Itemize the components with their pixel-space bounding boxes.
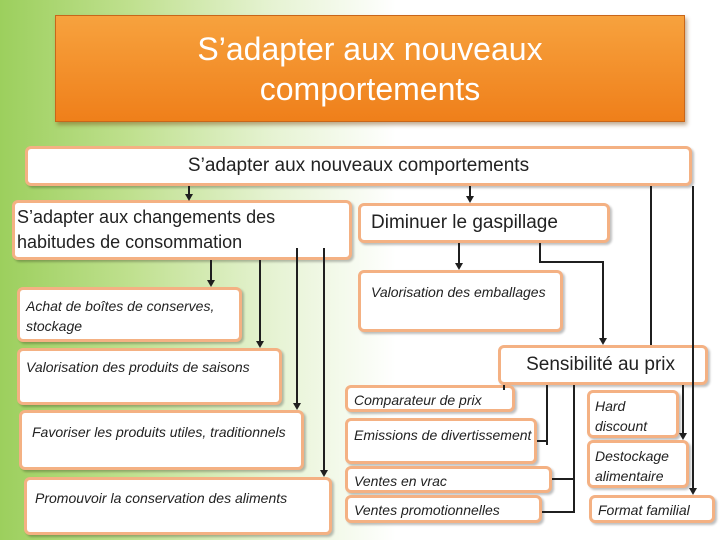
node-waste-label: Diminuer le gaspillage: [371, 212, 558, 233]
connector-price-vrac: [573, 385, 575, 513]
node-price-item-6-label: Destockage alimentaire: [595, 448, 669, 484]
node-price-item-2-label: Emissions de divertissement: [354, 427, 532, 443]
connector-waste-price: [539, 243, 541, 263]
connector-habits-item-1: [210, 260, 212, 282]
node-habits-item-1: [17, 287, 242, 342]
connector-waste-price-v: [602, 261, 604, 340]
arrowhead-price-hard: [679, 433, 687, 440]
node-price-item-3-label: Ventes en vrac: [354, 473, 447, 489]
node-price-item-2: [345, 418, 537, 464]
node-price-item-5-label: Hard discount: [595, 398, 648, 434]
connector-habits-item-2: [259, 260, 261, 343]
node-habits-label: S’adapter aux changements des habitudes de consommation: [17, 207, 276, 252]
connector-root-right-2: [692, 186, 694, 490]
connector-habits-item-3: [296, 248, 298, 405]
connector-price-items-left: [503, 385, 505, 390]
arrowhead-root-waste: [466, 196, 474, 203]
arrowhead-habits-item-1: [207, 280, 215, 287]
arrowhead-root-habits: [185, 194, 193, 201]
node-price-item-3: [345, 466, 552, 493]
node-waste: [358, 203, 610, 243]
connector-waste-price-h: [539, 261, 604, 263]
arrowhead-waste-price: [599, 338, 607, 345]
connector-price-vrac-h: [552, 478, 574, 480]
connector-waste-item-1: [458, 243, 460, 265]
node-price: [498, 345, 708, 385]
connector-habits-item-4: [323, 248, 325, 472]
root-node-label: S’adapter aux nouveaux comportements: [187, 155, 530, 176]
connector-price-promo-h: [542, 511, 574, 513]
node-habits-item-2-label: Valorisation des produits de saisons: [26, 359, 250, 375]
connector-price-emissions-h: [537, 440, 547, 442]
node-price-item-4: [345, 495, 542, 523]
arrowhead-waste-item-1: [455, 263, 463, 270]
node-habits-item-4-label: Promouvoir la conservation des aliments: [35, 490, 288, 506]
arrowhead-root-format: [689, 488, 697, 495]
node-habits-item-3-label: Favoriser les produits utiles, traditionnels: [32, 424, 286, 440]
node-waste-item-1: [358, 270, 563, 332]
node-habits: [12, 200, 352, 260]
slide-title-text: S’adapter aux nouveaux comportements: [197, 30, 543, 107]
connector-root-right: [650, 186, 652, 345]
node-waste-item-1-label: Valorisation des emballages: [371, 284, 546, 300]
arrowhead-habits-item-4: [320, 470, 328, 477]
node-price-item-7: [589, 495, 715, 523]
slide-title: [55, 15, 685, 122]
node-price-item-1: [345, 385, 515, 412]
connector-price-hard: [682, 385, 684, 435]
node-price-item-5: [587, 390, 679, 438]
connector-price-emissions: [546, 385, 548, 445]
node-habits-item-3: [19, 410, 304, 470]
arrowhead-habits-item-2: [256, 341, 264, 348]
node-price-item-4-label: Ventes promotionnelles: [354, 502, 500, 518]
root-node: [25, 146, 692, 186]
node-price-item-6: [587, 440, 689, 488]
node-price-item-7-label: Format familial: [598, 502, 690, 518]
node-habits-item-4: [24, 477, 332, 535]
node-price-item-1-label: Comparateur de prix: [354, 392, 482, 408]
arrowhead-habits-item-3: [293, 403, 301, 410]
node-habits-item-2: [17, 348, 282, 405]
node-price-label: Sensibilité au prix: [526, 354, 675, 375]
node-habits-item-1-label: Achat de boîtes de conserves, stockage: [26, 298, 215, 334]
